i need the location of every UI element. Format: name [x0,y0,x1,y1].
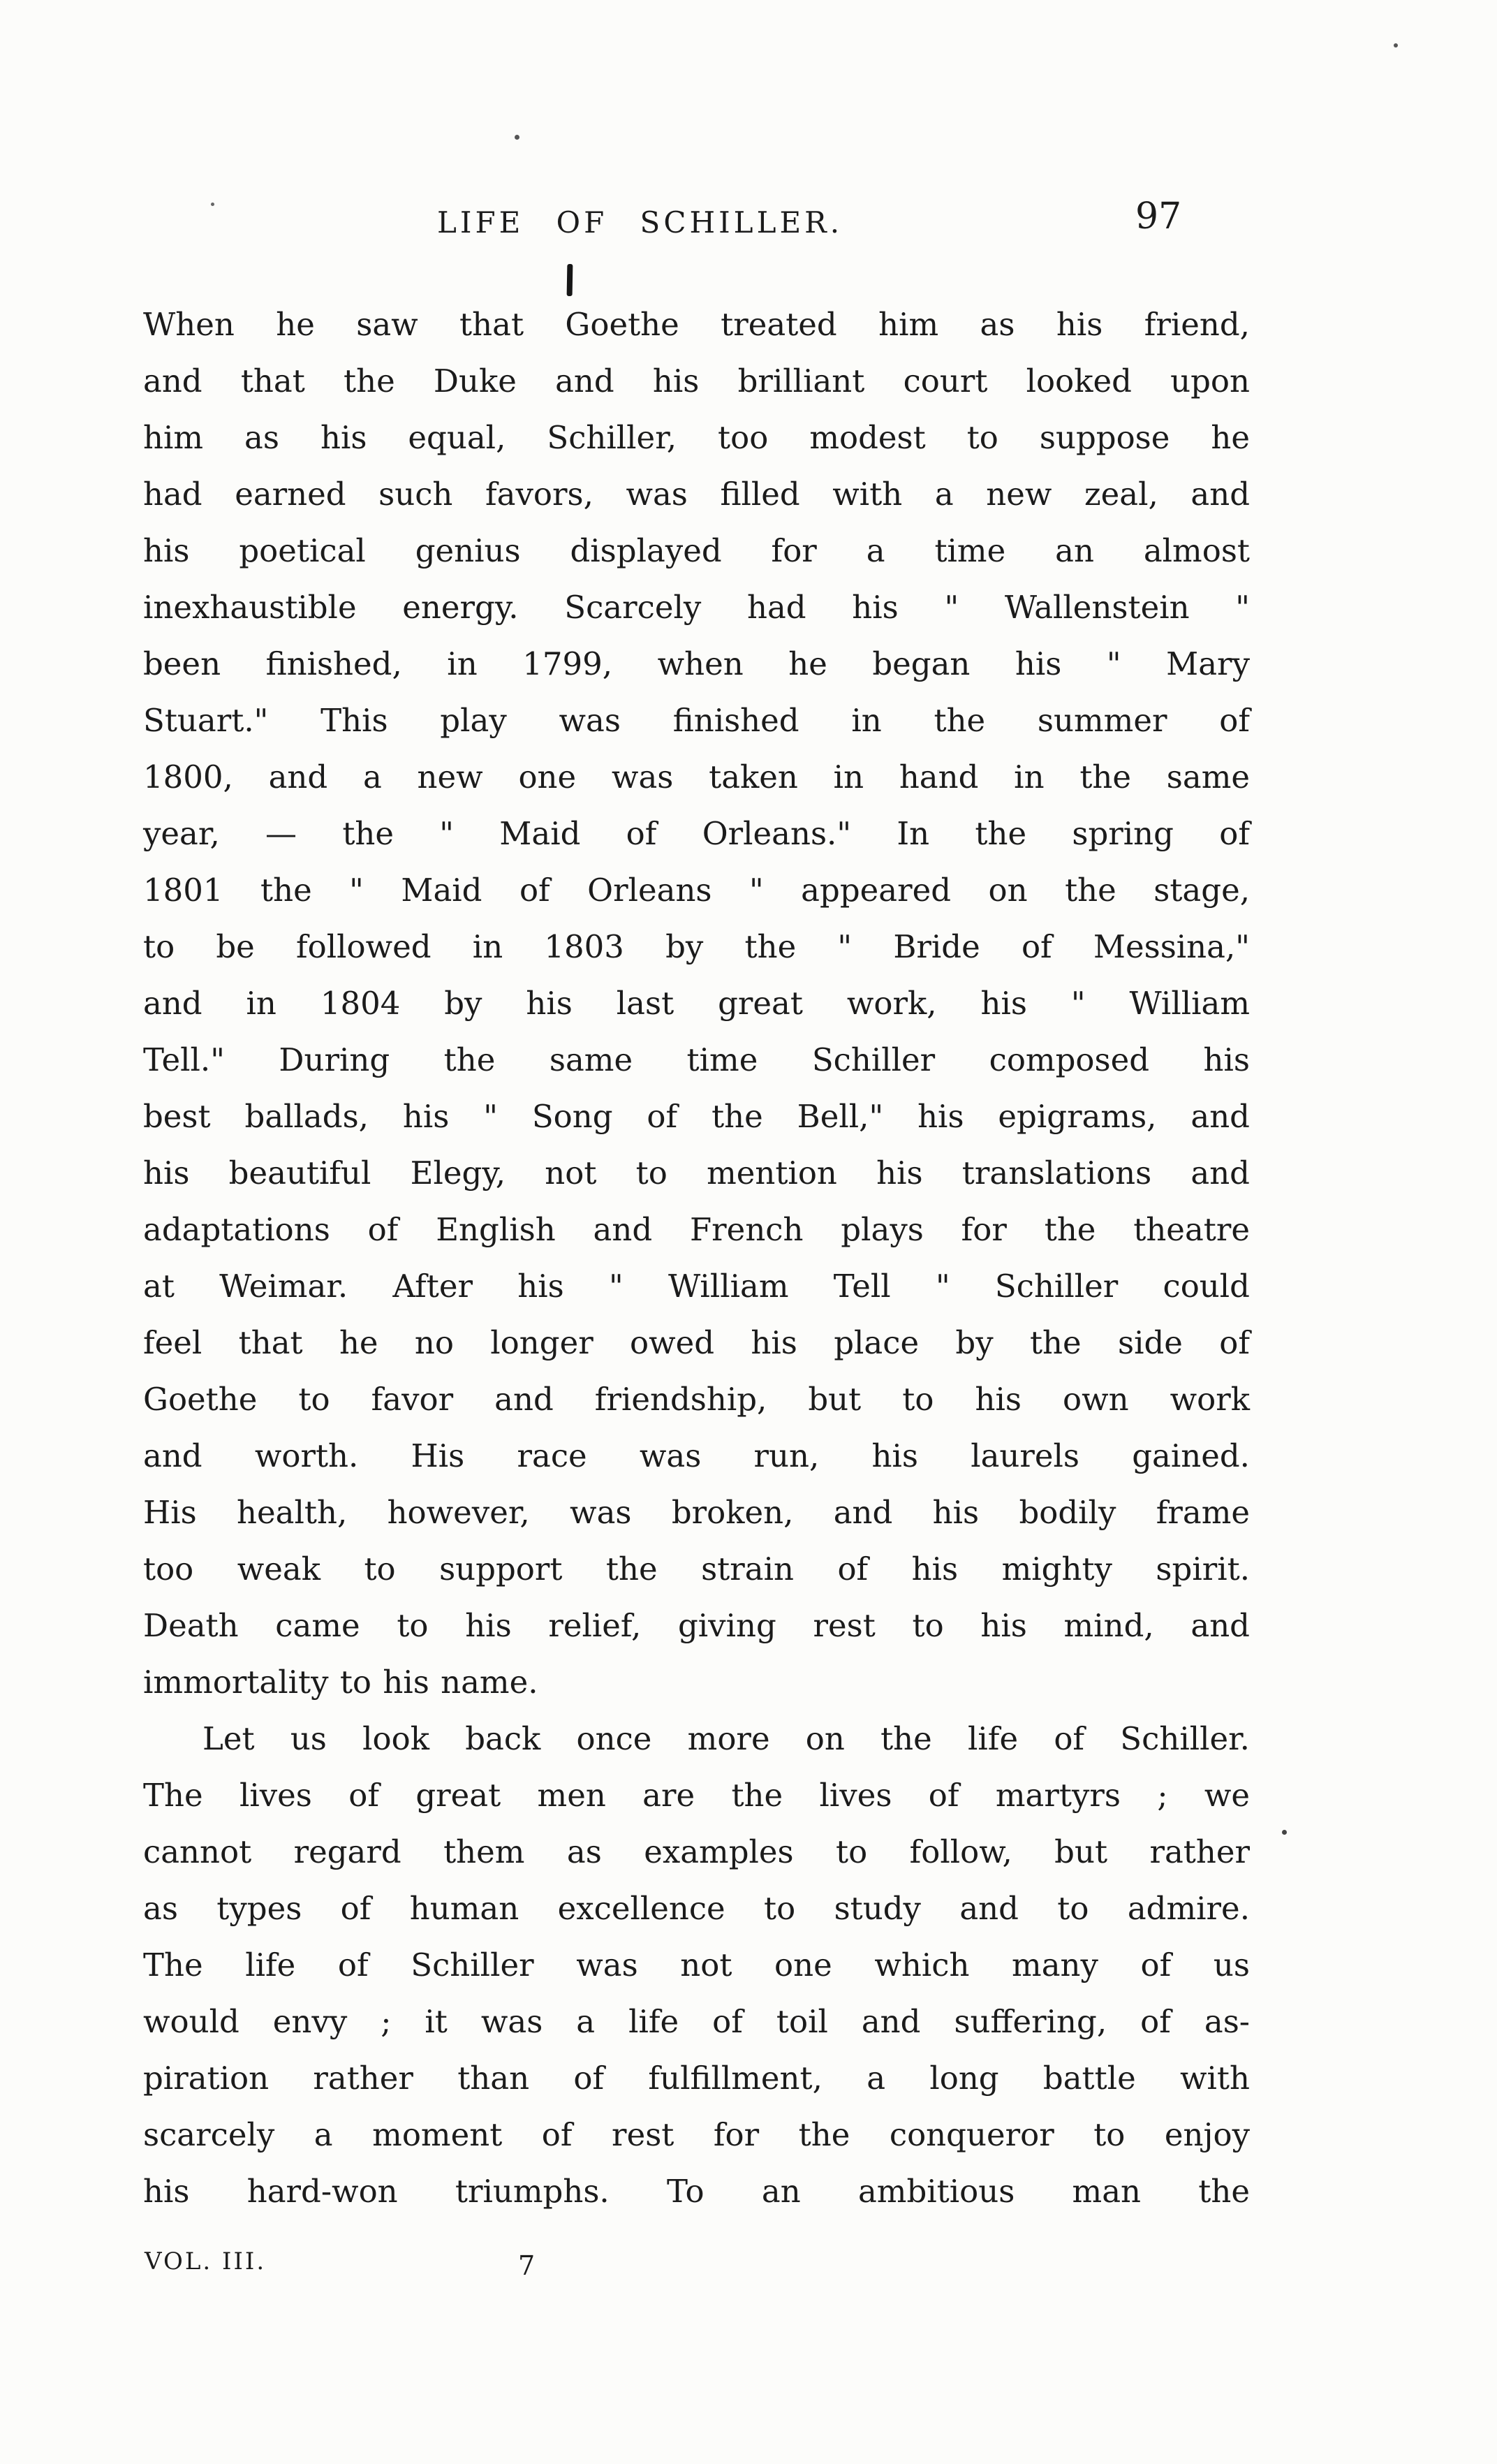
text-line: his hard-won triumphs. To an ambitious man the [143,2173,1250,2210]
text-line: When he saw that Goethe treated him as his friend, [143,306,1250,343]
text-line: and in 1804 by his last great work, his " William [143,985,1250,1022]
text-line: had earned such favors, was filled with a new zeal, and [143,476,1250,513]
text-line: Stuart." This play was finished in the summer of [143,702,1250,739]
text-line: adaptations of English and French plays for the theatre [143,1211,1250,1248]
scan-speck [1394,43,1398,47]
text-line: Death came to his relief, giving rest to his mind, and [143,1607,1250,1644]
text-line: been finished, in 1799, when he began his " Mary [143,645,1250,682]
footer-volume: VOL. III. [145,2247,267,2275]
text-line: would envy ; it was a life of toil and suffering, of as- [143,2003,1250,2040]
text-line: Let us look back once more on the life of Schiller. [202,1720,1250,1757]
ink-mark [567,264,573,296]
text-line: too weak to support the strain of his mighty spirit. [143,1550,1250,1587]
text-line: feel that he no longer owed his place by the side of [143,1324,1250,1361]
text-line: year, — the " Maid of Orleans." In the spring of [143,815,1250,852]
text-line: inexhaustible energy. Scarcely had his " Wallenstein " [143,589,1250,626]
text-line: Goethe to favor and friendship, but to his own work [143,1381,1250,1418]
text-line: and worth. His race was run, his laurels gained. [143,1437,1250,1474]
text-line: and that the Duke and his brilliant court looked upon [143,362,1250,399]
page-number: 97 [1135,196,1182,237]
text-line: his beautiful Elegy, not to mention his translations and [143,1154,1250,1191]
scan-speck [1282,1830,1287,1835]
text-line: The life of Schiller was not one which many of us [143,1946,1250,1983]
text-line: His health, however, was broken, and his bodily frame [143,1494,1250,1531]
text-line: piration rather than of fulfillment, a long battle with [143,2060,1250,2097]
text-line: as types of human excellence to study and to admire. [143,1890,1250,1927]
text-line: scarcely a moment of rest for the conqueror to enjoy [143,2116,1250,2153]
text-line: to be followed in 1803 by the " Bride of Messina," [143,928,1250,965]
text-line: 1801 the " Maid of Orleans " appeared on the stage, [143,872,1250,909]
page-title: LIFE OF SCHILLER. [437,205,843,240]
text-line: best ballads, his " Song of the Bell," his epigrams, and [143,1098,1250,1135]
footer-signature: 7 [518,2250,536,2281]
scan-speck [211,203,214,206]
text-line: at Weimar. After his " William Tell " Schiller could [143,1268,1250,1305]
text-line: his poetical genius displayed for a time an almost [143,532,1250,569]
text-line: him as his equal, Schiller, too modest to suppose he [143,419,1250,456]
scan-speck [515,135,519,140]
text-line: The lives of great men are the lives of martyrs ; we [143,1777,1250,1814]
text-line: cannot regard them as examples to follow, but rather [143,1833,1250,1870]
body-text [143,296,1250,2220]
text-line: immortality to his name. [143,1664,538,1701]
text-line: Tell." During the same time Schiller composed his [143,1041,1250,1078]
text-line: 1800, and a new one was taken in hand in the same [143,758,1250,795]
